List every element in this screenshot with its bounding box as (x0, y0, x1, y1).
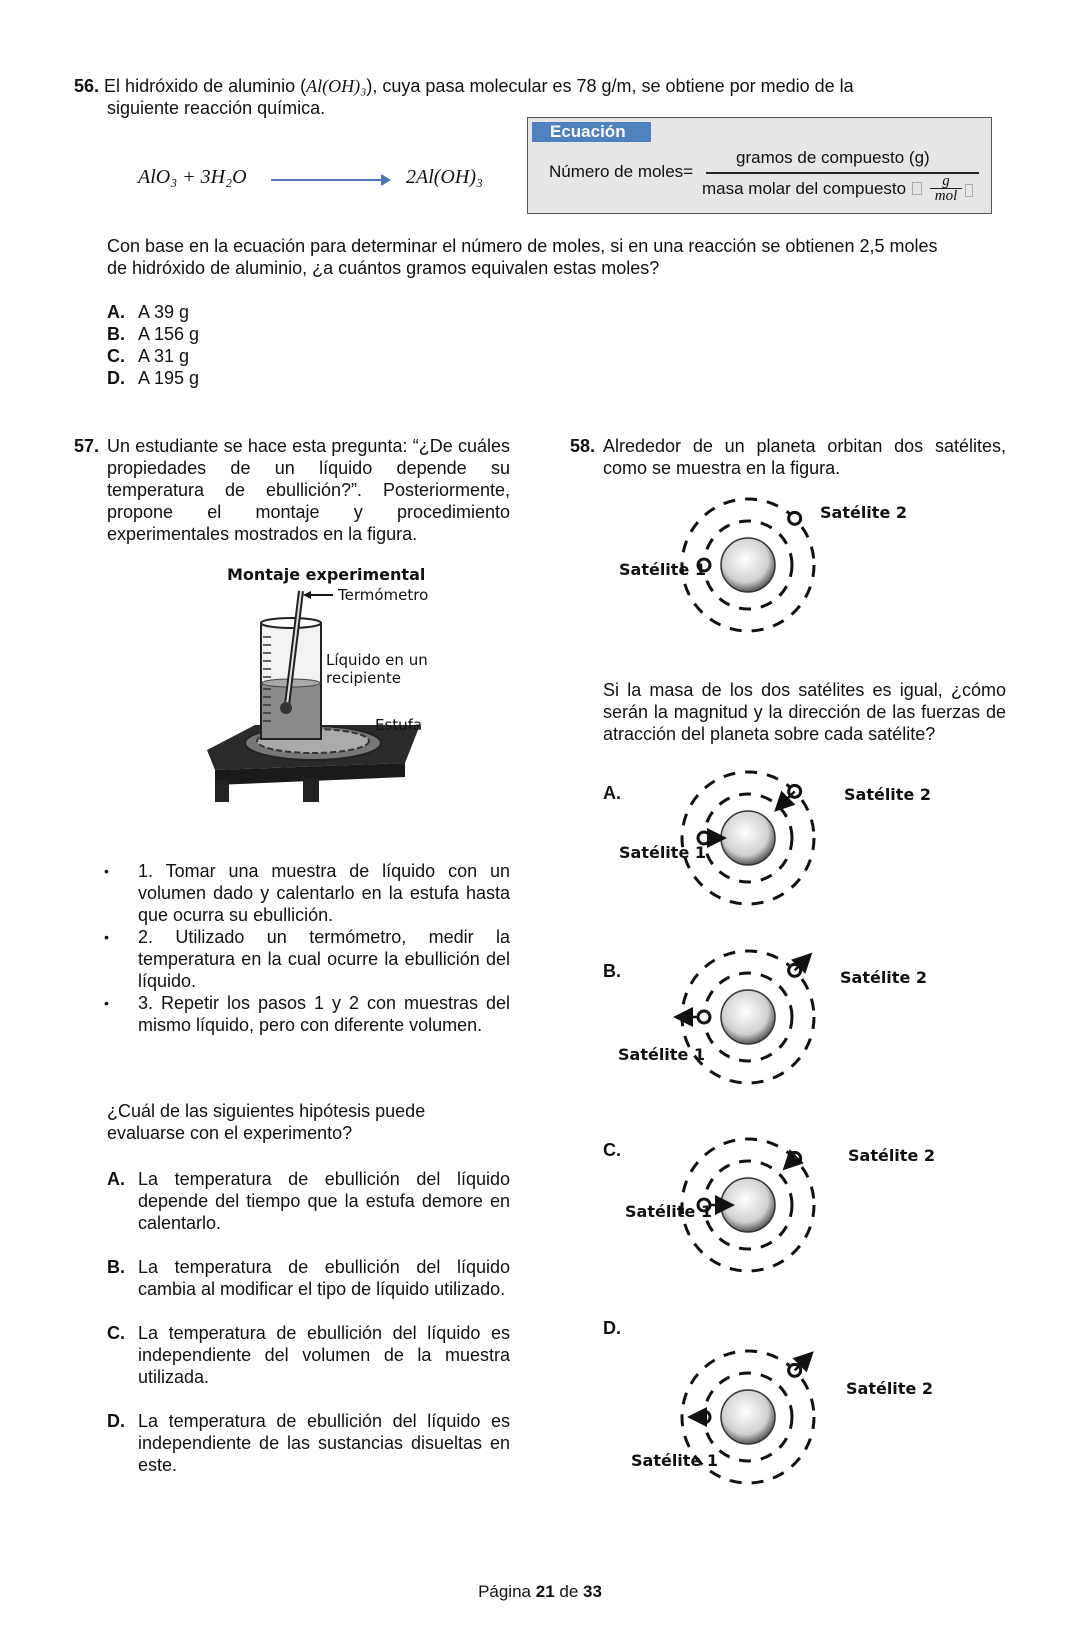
satellite-2-label: Satélite 2 (846, 1379, 933, 1398)
reaction-reactants: AlO₃ + 3H₂O (138, 166, 247, 188)
satellite-2-label: Satélite 2 (844, 785, 931, 804)
satellite-1-icon (698, 1411, 710, 1423)
orbit-diagram (620, 500, 950, 660)
answer-option[interactable]: A. A 39 g (107, 302, 190, 322)
planet-icon (721, 811, 775, 865)
total-pages: 33 (583, 1582, 602, 1601)
chemical-reaction (138, 166, 498, 196)
orbit-figure-option-c[interactable] (620, 1140, 950, 1300)
satellite-1-icon (698, 1011, 710, 1023)
orbit-figure-option-a[interactable] (620, 773, 950, 933)
satellite-2-label: Satélite 2 (820, 503, 907, 522)
orbit-figure-main (620, 500, 950, 660)
planet-icon (721, 1390, 775, 1444)
orbit-figure-option-b[interactable] (620, 952, 950, 1112)
liquid-label: Líquido en un recipiente (326, 651, 428, 687)
equation-box (527, 117, 992, 214)
satellite-2-label: Satélite 2 (840, 968, 927, 987)
procedure-step: • 2. Utilizado un termómetro, medir la temperatura en la cual ocurre la ebullición del líquido. (104, 927, 510, 991)
stove-label: Estufa (375, 716, 423, 734)
question-number: 58. (570, 436, 596, 456)
answer-option[interactable]: A. La temperatura de ebullición del líquido depende del tiempo que la estufa demore en calentarlo. (107, 1169, 510, 1233)
option-letter[interactable]: D. (603, 1318, 621, 1338)
q56-options (107, 301, 199, 389)
reaction-arrow-icon (271, 179, 389, 181)
q58-stem-text: Alrededor de un planeta orbitan dos satélites, como se muestra en la figura. (603, 436, 1006, 478)
option-letter[interactable]: B. (603, 961, 621, 981)
satellite-1-label: Satélite 1 (625, 1202, 712, 1221)
q57-stem (74, 435, 510, 545)
satellite-1-label: Satélite 1 (631, 1451, 718, 1470)
procedure-step: • 3. Repetir los pasos 1 y 2 con muestras del mismo líquido, pero con diferente volumen. (104, 993, 510, 1035)
planet-icon (721, 990, 775, 1044)
unit-fraction: g mol (930, 174, 962, 203)
missing-glyph-icon (965, 184, 973, 197)
current-page: 21 (535, 1582, 555, 1601)
answer-option[interactable]: D. A 195 g (107, 368, 200, 388)
orbit-diagram (620, 1352, 950, 1512)
page-footer: Página 21 de 33 (478, 1582, 602, 1601)
force-arrow-2 (795, 1355, 811, 1371)
q56-stem-line2: siguiente reacción química. (107, 98, 326, 118)
satellite-1-label: Satélite 1 (619, 560, 706, 579)
orbit-figure-option-d[interactable] (620, 1352, 950, 1512)
thermometer-label: Termómetro (338, 586, 429, 604)
answer-option[interactable]: C. A 31 g (107, 346, 190, 366)
question-number: 57. (74, 436, 100, 456)
answer-option[interactable]: D. La temperatura de ebullición del líquido es independiente de las sustancias disueltas en este. (107, 1411, 510, 1475)
q57-options (107, 1168, 510, 1498)
planet-icon (721, 538, 775, 592)
q57-question: ¿Cuál de las siguientes hipótesis puede evaluarse con el experimento? (107, 1101, 426, 1143)
reaction-product: 2Al(OH)₃ (406, 166, 483, 188)
missing-glyph-icon (912, 182, 922, 195)
equation-numerator: gramos de compuesto (g) (736, 148, 930, 167)
satellite-2-icon (789, 512, 801, 524)
option-letter[interactable]: C. (603, 1140, 621, 1160)
equation-lhs: Número de moles= (549, 162, 694, 181)
procedure-step: • 1. Tomar una muestra de líquido con un volumen dado y calentarlo en la estufa hasta que ocurra su ebullición. (104, 861, 510, 925)
procedure-steps (100, 860, 510, 1036)
q58-stem (570, 435, 1006, 479)
q58-question: Si la masa de los dos satélites es igual, ¿cómo serán la magnitud y la dirección de las fuerzas de atracción del planeta sobre cada satélite? (603, 680, 1006, 744)
force-arrow-2 (778, 791, 795, 808)
satellite-1-label: Satélite 1 (619, 843, 706, 862)
experimental-setup-figure (195, 565, 455, 825)
option-letter[interactable]: A. (603, 783, 621, 803)
q57-stem-text: Un estudiante se hace esta pregunta: “¿De cuáles propiedades de un líquido depende su temperatura de ebullición?”. Posteriormente, propone el montaje y procedimiento experimentales mostrados en la figura. (107, 436, 510, 544)
satellite-2-label: Satélite 2 (848, 1146, 935, 1165)
equation-tag: Ecuación (532, 122, 651, 142)
q56-stem (74, 75, 954, 119)
satellite-1-label: Satélite 1 (618, 1045, 705, 1064)
question-number: 56. (74, 76, 100, 96)
q56-question: Con base en la ecuación para determinar el número de moles, si en una reacción se obtienen 2,5 moles de hidróxido de aluminio, ¿a cuántos gramos equivalen estas moles? (107, 236, 938, 278)
figure-title: Montaje experimental (227, 565, 426, 584)
equation-denominator: masa molar del compuesto (702, 179, 922, 199)
beaker-on-stove-illustration (195, 565, 455, 825)
answer-option[interactable]: B. La temperatura de ebullición del líquido cambia al modificar el tipo de líquido utilizado. (107, 1257, 510, 1299)
q56-stem-text: El hidróxido de aluminio (Al(OH)₃), cuya pasa molecular es 78 g/m, se obtiene por medio de la (104, 76, 854, 96)
answer-option[interactable]: B. A 156 g (107, 324, 200, 344)
answer-option[interactable]: C. La temperatura de ebullición del líquido es independiente del volumen de la muestra utilizada. (107, 1323, 510, 1387)
